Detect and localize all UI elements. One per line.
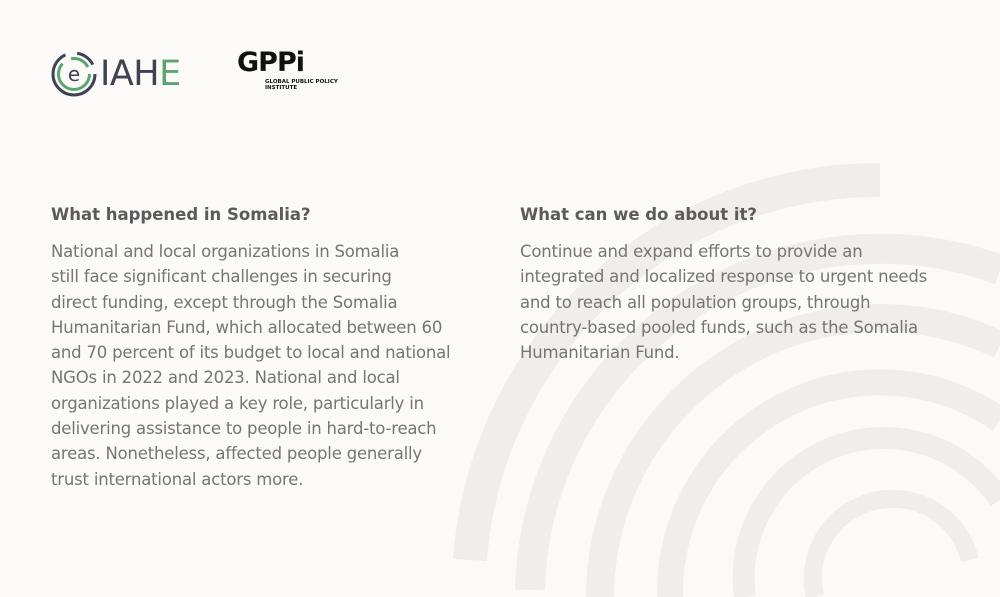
body-line: NGOs in 2022 and 2023. National and local <box>51 368 400 388</box>
iahe-letter-a: A <box>109 53 134 94</box>
body-line: and to reach all population groups, through <box>520 292 871 312</box>
what-happened-section <box>51 203 481 492</box>
gppi-subtitle <box>265 79 355 92</box>
iahe-letter-h: H <box>133 53 160 94</box>
iahe-badge-icon <box>50 50 98 98</box>
body-line: Continue and expand efforts to provide an <box>520 242 863 261</box>
body-line: areas. Nonetheless, affected people generally <box>51 444 422 464</box>
gppi-logo <box>237 49 355 92</box>
body-line: Humanitarian Fund, which allocated between 60 <box>51 317 443 337</box>
body-line: Humanitarian Fund. <box>520 343 680 363</box>
body-line: organizations played a key role, particularly in <box>51 393 424 413</box>
body-line: trust international actors more. <box>51 469 304 489</box>
body-line: National and local organizations in Somalia <box>51 242 400 261</box>
body-line: delivering assistance to people in hard-to-reach <box>51 419 437 439</box>
what-happened-heading: What happened in Somalia? <box>51 205 311 224</box>
body-line: still face significant challenges in securing <box>51 267 392 287</box>
iahe-letter-i: I <box>100 53 110 94</box>
iahe-badge-letter: e <box>67 62 81 86</box>
iahe-logo <box>50 50 181 98</box>
body-line: direct funding, except through the Somalia <box>51 292 398 312</box>
body-line: integrated and localized response to urgent needs <box>520 267 927 287</box>
body-line: country-based pooled funds, such as the Somalia <box>520 317 918 337</box>
what-can-we-do-section <box>520 203 960 365</box>
iahe-letter-e: E <box>159 53 181 94</box>
gppi-subtitle-line: INSTITUTE <box>265 85 298 92</box>
iahe-wordmark <box>100 53 181 94</box>
what-can-we-do-body <box>520 239 960 365</box>
what-happened-body <box>51 239 481 492</box>
gppi-subtitle-line: GLOBAL PUBLIC POLICY <box>265 79 338 85</box>
what-can-we-do-heading: What can we do about it? <box>520 205 757 224</box>
body-line: and 70 percent of its budget to local and national <box>51 343 451 363</box>
gppi-wordmark: GPPi <box>237 47 304 78</box>
